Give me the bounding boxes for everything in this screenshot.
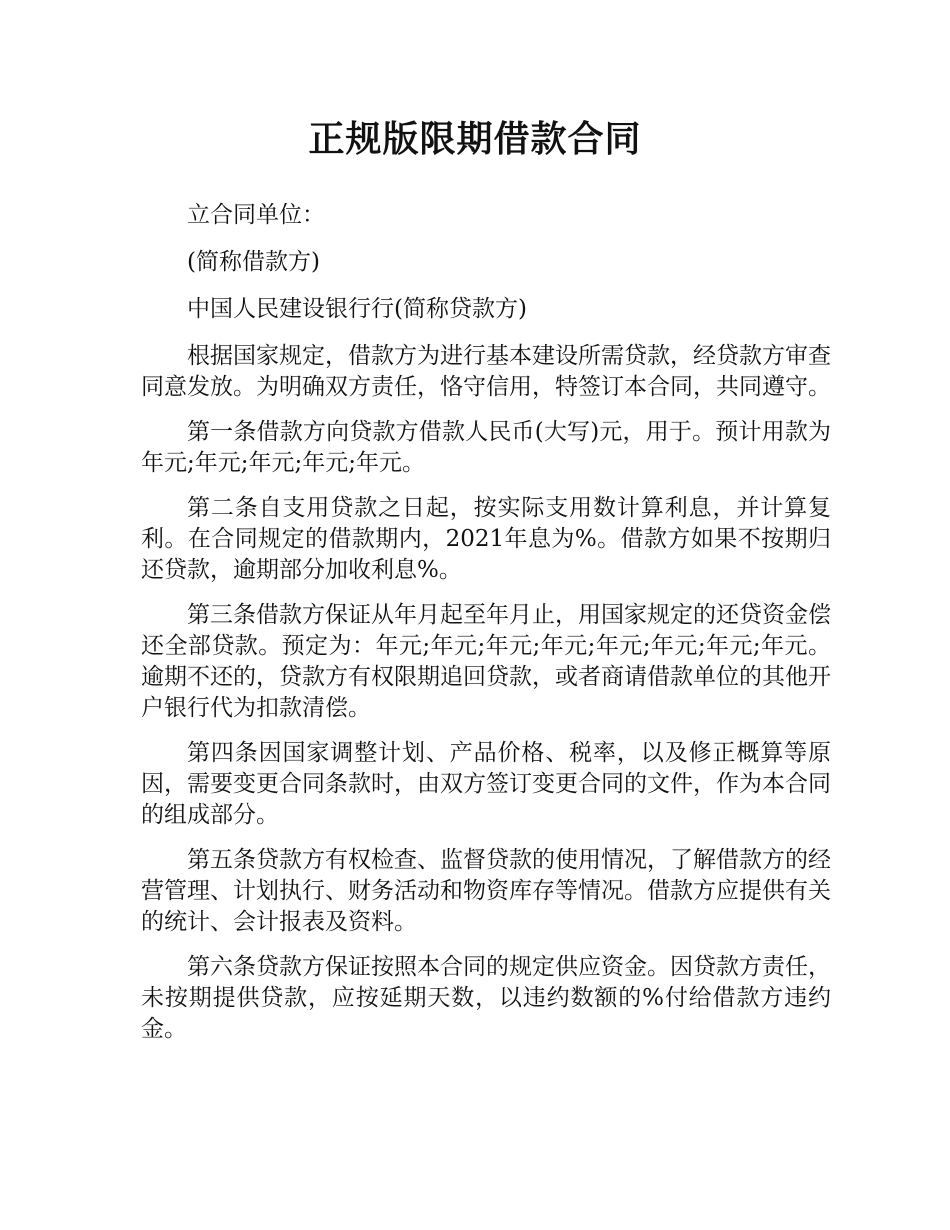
article-5: 第五条贷款方有权检查、监督贷款的使用情况，了解借款方的经营管理、计划执行、财务活动和物资库存等情况。借款方应提供有关的统计、会计报表及资料。 bbox=[141, 847, 831, 935]
contract-party-label: 立合同单位： bbox=[187, 202, 325, 228]
document-body bbox=[141, 200, 831, 1059]
borrower-label: (简称借款方) bbox=[187, 249, 320, 275]
preamble-paragraph: 根据国家规定，借款方为进行基本建设所需贷款，经贷款方审查同意发放。为明确双方责任，恪守信用，特签订本合同，共同遵守。 bbox=[141, 343, 831, 400]
article-6: 第六条贷款方保证按照本合同的规定供应资金。因贷款方责任，未按期提供贷款，应按延期天数，以违约数额的%付给借款方违约金。 bbox=[141, 954, 831, 1042]
article-3: 第三条借款方保证从年月起至年月止，用国家规定的还贷资金偿还全部贷款。预定为：年元;年元;年元;年元;年元;年元;年元;年元。逾期不还的，贷款方有权限期追回贷款，或者商请借款单位的其他开户银行代为扣款清偿。 bbox=[141, 602, 831, 721]
lender-label: 中国人民建设银行行(简称贷款方) bbox=[187, 296, 527, 322]
article-2: 第二条自支用贷款之日起，按实际支用数计算利息，并计算复利。在合同规定的借款期内，2021年息为%。借款方如果不按期归还贷款，逾期部分加收利息%。 bbox=[141, 495, 831, 583]
article-4: 第四条因国家调整计划、产品价格、税率，以及修正概算等原因，需要变更合同条款时，由双方签订变更合同的文件，作为本合同的组成部分。 bbox=[141, 740, 831, 828]
document-title: 正规版限期借款合同 bbox=[308, 119, 642, 160]
article-1: 第一条借款方向贷款方借款人民币(大写)元，用于。预计用款为年元;年元;年元;年元;年元。 bbox=[141, 419, 831, 476]
